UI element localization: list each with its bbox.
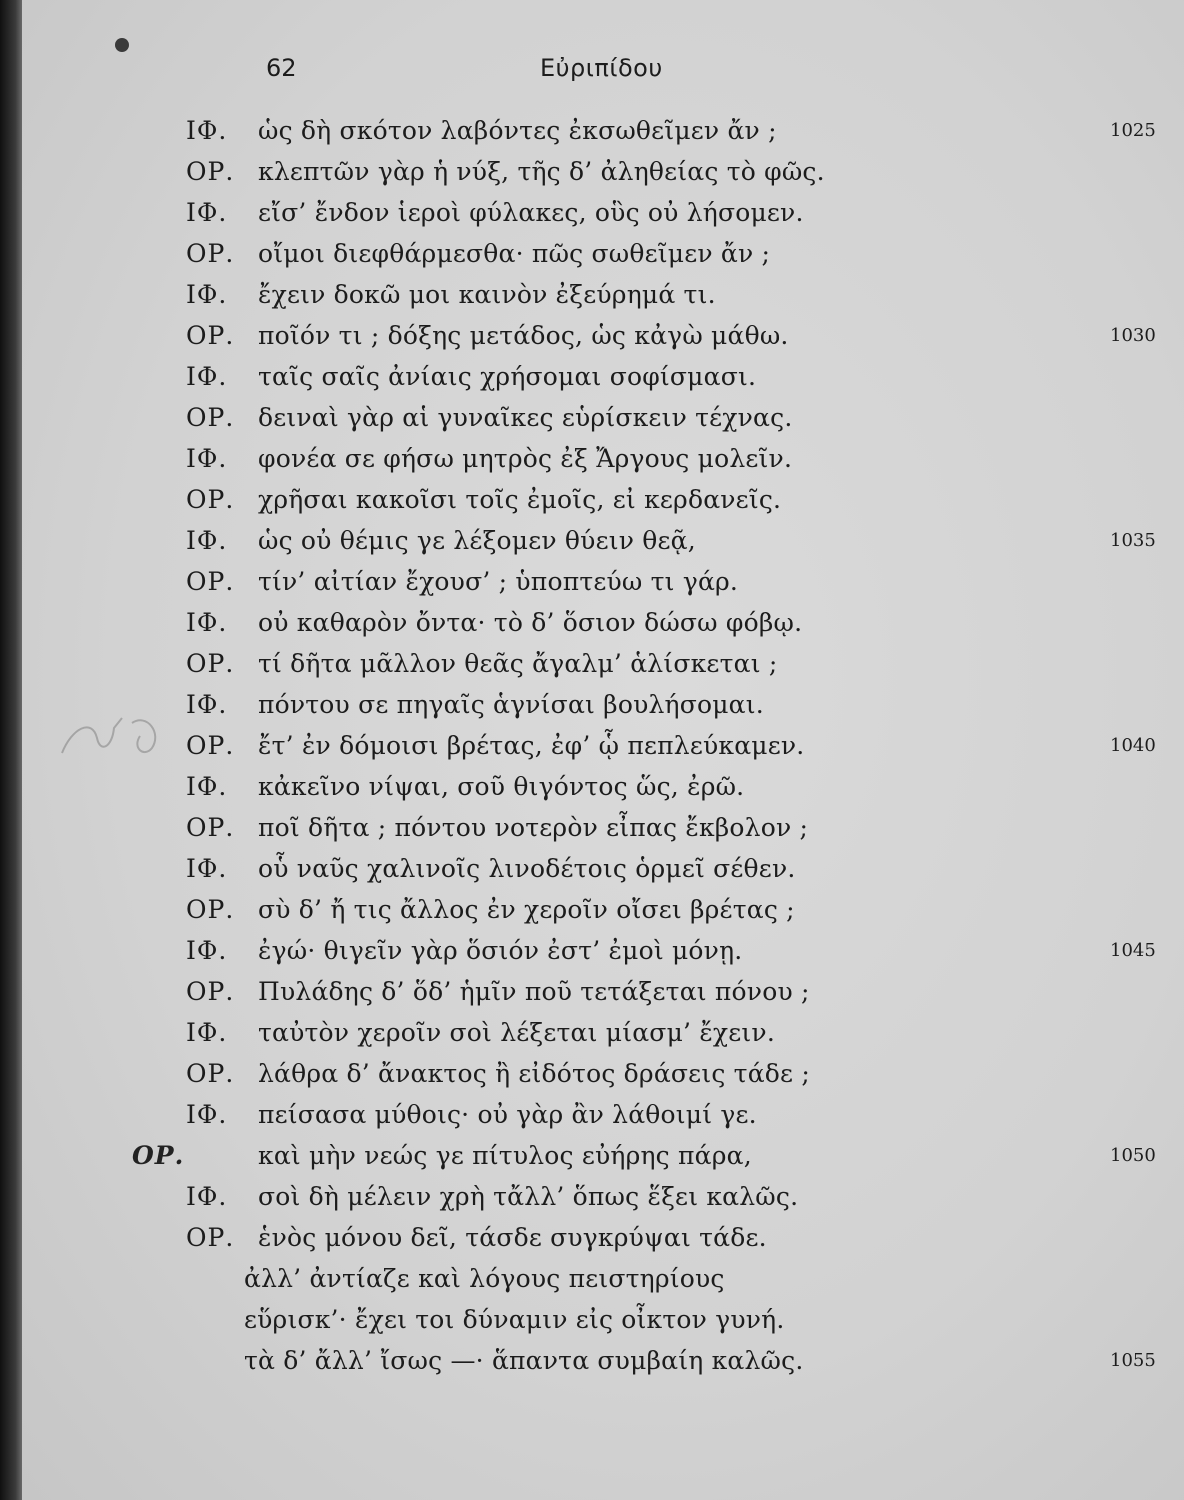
verse-line bbox=[0, 813, 1184, 853]
verse-text: χρῆσαι κακοῖσι τοῖς ἐμοῖς, εἰ κερδανεῖς. bbox=[258, 485, 782, 514]
verse-text: ταὐτὸν χεροῖν σοὶ λέξεται μίασμ’ ἔχειν. bbox=[258, 1018, 775, 1047]
verse-line bbox=[0, 239, 1184, 279]
verse-text: ὡς οὐ θέμις γε λέξομεν θύειν θεᾷ, bbox=[258, 526, 696, 555]
ink-dot bbox=[115, 38, 129, 52]
speaker-label: ΟΡ. bbox=[186, 321, 235, 350]
verse-line bbox=[0, 1305, 1184, 1345]
verse-text: πείσασα μύθοις· οὐ γὰρ ἂν λάθοιμί γε. bbox=[258, 1100, 757, 1129]
verse-text: ἐγώ· θιγεῖν γὰρ ὅσιόν ἐστ’ ἐμοὶ μόνῃ. bbox=[258, 936, 743, 965]
line-number: 1055 bbox=[1110, 1350, 1156, 1371]
speaker-label: ΙΦ. bbox=[186, 690, 228, 719]
verse-text: ταῖς σαῖς ἀνίαις χρήσομαι σοφίσμασι. bbox=[258, 362, 757, 391]
verse-text: οἴμοι διεφθάρμεσθα· πῶς σωθεῖμεν ἄν ; bbox=[258, 239, 771, 268]
speaker-label: ΟΡ. bbox=[186, 1059, 235, 1088]
speaker-label: ΙΦ. bbox=[186, 1018, 228, 1047]
line-number: 1025 bbox=[1110, 120, 1156, 141]
verse-line bbox=[0, 485, 1184, 525]
line-number: 1040 bbox=[1110, 735, 1156, 756]
speaker-label: ΟΡ. bbox=[186, 157, 235, 186]
verse-line bbox=[0, 157, 1184, 197]
verse-text: Πυλάδης δ’ ὅδ’ ἡμῖν ποῦ τετάξεται πόνου ; bbox=[258, 977, 810, 1006]
verse-text: τί δῆτα μᾶλλον θεᾶς ἄγαλμ’ ἁλίσκεται ; bbox=[258, 649, 778, 678]
verse-line bbox=[0, 1264, 1184, 1304]
speaker-label: ΙΦ. bbox=[186, 772, 228, 801]
speaker-label: ΙΦ. bbox=[186, 936, 228, 965]
verse-line bbox=[0, 1141, 1184, 1181]
verse-line bbox=[0, 772, 1184, 812]
verse-line bbox=[0, 198, 1184, 238]
verse-line bbox=[0, 1346, 1184, 1386]
speaker-label: ΟΡ. bbox=[186, 895, 235, 924]
verse-line bbox=[0, 362, 1184, 402]
verse-line bbox=[0, 280, 1184, 320]
verse-text: ἔτ’ ἐν δόμοισι βρέτας, ἐφ’ ᾧ πεπλεύκαμεν. bbox=[258, 731, 805, 760]
verse-line bbox=[0, 321, 1184, 361]
speaker-label: ΙΦ. bbox=[186, 444, 228, 473]
speaker-label: ΟΡ. bbox=[186, 977, 235, 1006]
verse-line bbox=[0, 526, 1184, 566]
speaker-label: ΙΦ. bbox=[186, 116, 228, 145]
speaker-label: ΙΦ. bbox=[186, 1100, 228, 1129]
verse-line bbox=[0, 854, 1184, 894]
verse-text: εἴσ’ ἔνδον ἱεροὶ φύλακες, οὓς οὐ λήσομεν. bbox=[258, 198, 804, 227]
verse-text: πόντου σε πηγαῖς ἁγνίσαι βουλήσομαι. bbox=[258, 690, 764, 719]
verse-text: ὡς δὴ σκότον λαβόντες ἐκσωθεῖμεν ἄν ; bbox=[258, 116, 777, 145]
speaker-label: ΟΡ. bbox=[186, 567, 235, 596]
page-number: 62 bbox=[266, 54, 297, 82]
verse-line bbox=[0, 731, 1184, 771]
verse-text: λάθρα δ’ ἄνακτος ἢ εἰδότος δράσεις τάδε ; bbox=[258, 1059, 810, 1088]
verse-line bbox=[0, 1018, 1184, 1058]
speaker-label: ΙΦ. bbox=[186, 362, 228, 391]
speaker-label: ΙΦ. bbox=[186, 198, 228, 227]
verse-line bbox=[0, 1182, 1184, 1222]
verse-text: ποῖ δῆτα ; πόντου νοτερὸν εἶπας ἔκβολον ; bbox=[258, 813, 809, 842]
verse-line bbox=[0, 608, 1184, 648]
speaker-label: ΙΦ. bbox=[186, 854, 228, 883]
verse-text: ποῖόν τι ; δόξης μετάδος, ὡς κἀγὼ μάθω. bbox=[258, 321, 789, 350]
speaker-label: ΟΡ. bbox=[186, 1223, 235, 1252]
verse-text: ἔχειν δοκῶ μοι καινὸν ἐξεύρημά τι. bbox=[258, 280, 716, 309]
verse-text: σοὶ δὴ μέλειν χρὴ τἄλλ’ ὅπως ἕξει καλῶς. bbox=[258, 1182, 799, 1211]
speaker-label: ΟΡ. bbox=[186, 239, 235, 268]
verse-line bbox=[0, 895, 1184, 935]
speaker-label: ΟΡ. bbox=[186, 649, 235, 678]
speaker-label: ΟΡ. bbox=[186, 403, 235, 432]
verse-line bbox=[0, 1059, 1184, 1099]
verse-line bbox=[0, 444, 1184, 484]
verse-text: οὗ ναῦς χαλινοῖς λινοδέτοις ὁρμεῖ σέθεν. bbox=[258, 854, 796, 883]
verse-line bbox=[0, 1223, 1184, 1263]
verse-line bbox=[0, 1100, 1184, 1140]
speaker-label: ΙΦ. bbox=[186, 1182, 228, 1211]
speaker-label: ΙΦ. bbox=[186, 280, 228, 309]
line-number: 1045 bbox=[1110, 940, 1156, 961]
line-number: 1050 bbox=[1110, 1145, 1156, 1166]
verse-text: σὺ δ’ ἤ τις ἄλλος ἐν χεροῖν οἴσει βρέτας ; bbox=[258, 895, 795, 924]
verse-line bbox=[0, 649, 1184, 689]
speaker-label: ΟΡ. bbox=[186, 731, 235, 760]
verse-line bbox=[0, 567, 1184, 607]
speaker-label: ΟΡ. bbox=[132, 1141, 185, 1170]
verse-text: τὰ δ’ ἄλλ’ ἴσως —· ἅπαντα συμβαίη καλῶς. bbox=[244, 1346, 804, 1375]
line-number: 1035 bbox=[1110, 530, 1156, 551]
running-title: Εὐριπίδου bbox=[540, 54, 663, 82]
speaker-label: ΙΦ. bbox=[186, 608, 228, 637]
verse-line bbox=[0, 403, 1184, 443]
verse-text: εὕρισκ’· ἔχει τοι δύναμιν εἰς οἶκτον γυνή. bbox=[244, 1305, 785, 1334]
verse-text: φονέα σε φήσω μητρὸς ἐξ Ἄργους μολεῖν. bbox=[258, 444, 793, 473]
speaker-label: ΟΡ. bbox=[186, 813, 235, 842]
verse-text: τίν’ αἰτίαν ἔχουσ’ ; ὑποπτεύω τι γάρ. bbox=[258, 567, 739, 596]
verse-text: ἀλλ’ ἀντίαζε καὶ λόγους πειστηρίους bbox=[244, 1264, 725, 1293]
verse-text: ἑνὸς μόνου δεῖ, τάσδε συγκρύψαι τάδε. bbox=[258, 1223, 767, 1252]
verse-text: καὶ μὴν νεώς γε πίτυλος εὐήρης πάρα, bbox=[258, 1141, 752, 1170]
verse-text: κἀκεῖνο νίψαι, σοῦ θιγόντος ὥς, ἐρῶ. bbox=[258, 772, 745, 801]
verse-line bbox=[0, 690, 1184, 730]
verse-text: οὐ καθαρὸν ὄντα· τὸ δ’ ὅσιον δώσω φόβῳ. bbox=[258, 608, 803, 637]
speaker-label: ΟΡ. bbox=[186, 485, 235, 514]
verse-line bbox=[0, 116, 1184, 156]
line-number: 1030 bbox=[1110, 325, 1156, 346]
verse-text: δειναὶ γὰρ αἱ γυναῖκες εὑρίσκειν τέχνας. bbox=[258, 403, 793, 432]
verse-text: κλεπτῶν γὰρ ἡ νύξ, τῆς δ’ ἀληθείας τὸ φῶς. bbox=[258, 157, 825, 186]
verse-line bbox=[0, 977, 1184, 1017]
speaker-label: ΙΦ. bbox=[186, 526, 228, 555]
verse-line bbox=[0, 936, 1184, 976]
